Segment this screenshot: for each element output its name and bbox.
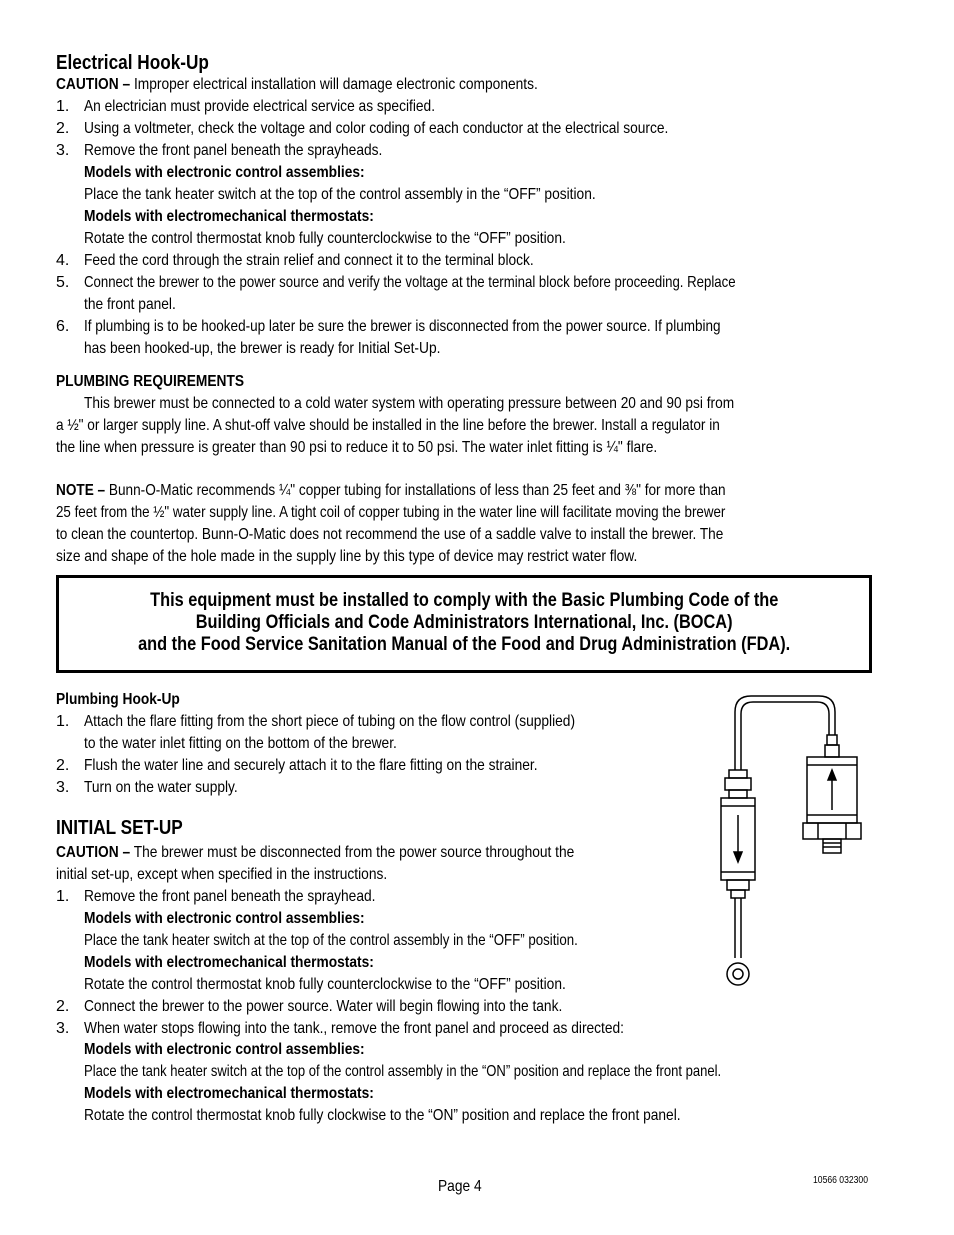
initial-subtext-electromech-2: Rotate the control thermostat knob fully clockwise to the “ON” position and replace the front panel. — [84, 1107, 681, 1124]
initial-setup-heading: INITIAL SET-UP — [56, 817, 183, 839]
electrical-subtext-electromech: Rotate the control thermostat knob fully counterclockwise to the “OFF” position. — [84, 230, 566, 247]
initial-subheading-electronic: Models with electronic control assemblies: — [84, 910, 365, 927]
code-compliance-line-3: and the Food Service Sanitation Manual of the Food and Drug Administration (FDA). — [137, 634, 791, 655]
plumbing-note-line-4: size and shape of the hole made in the supply line by this type of device may restrict water flow. — [56, 548, 638, 565]
initial-subtext-electromech: Rotate the control thermostat knob fully counterclockwise to the “OFF” position. — [84, 976, 566, 993]
electrical-subtext-electronic: Place the tank heater switch at the top of the control assembly in the “OFF” position. — [84, 186, 596, 203]
plumbing-note-line-2: 25 feet from the ½" water supply line. A tight coil of copper tubing in the water line will facilitate moving the brewer — [56, 504, 726, 521]
code-compliance-box — [56, 575, 872, 673]
plumbing-note-line-1: NOTE – Bunn-O-Matic recommends ¼" copper tubing for installations of less than 25 feet and ⅜" for more than — [56, 482, 726, 499]
initial-subheading-electromech-2: Models with electromechanical thermostats: — [84, 1085, 374, 1102]
initial-subheading-electronic-2: Models with electronic control assemblies: — [84, 1041, 365, 1058]
plumbing-note-line-3: to clean the countertop. Bunn-O-Matic does not recommend the use of a saddle valve to install the brewer. The — [56, 526, 724, 543]
code-compliance-line-2: Building Officials and Code Administrators International, Inc. (BOCA) — [195, 612, 733, 633]
initial-subtext-electronic: Place the tank heater switch at the top of the control assembly in the “OFF” position. — [84, 932, 578, 949]
flow-control-diagram — [715, 690, 865, 995]
initial-subtext-electronic-2: Place the tank heater switch at the top of the control assembly in the “ON” position and replace the front panel. — [84, 1063, 722, 1080]
code-compliance-line-1: This equipment must be installed to comply with the Basic Plumbing Code of the — [149, 590, 779, 611]
electrical-item-6-cont: has been hooked-up, the brewer is ready for Initial Set-Up. — [84, 340, 441, 357]
initial-caution-line-2: initial set-up, except when specified in the instructions. — [56, 866, 388, 883]
electrical-subheading-electronic: Models with electronic control assemblies: — [84, 164, 365, 181]
plumbing-hookup-heading: Plumbing Hook-Up — [56, 691, 180, 708]
plumbing-hookup-item-1-cont: to the water inlet fitting on the bottom of the brewer. — [84, 735, 397, 752]
electrical-subheading-electromech: Models with electromechanical thermostats: — [84, 208, 374, 225]
electrical-item-5-cont: the front panel. — [84, 296, 176, 313]
manual-page: Electrical Hook-Up CAUTION – Improper electrical installation will damage electronic components. 1. An electrician must provide electrical service as specified. 2. Using a voltmeter, check the voltage and color coding of each conductor at the electrical source. 3. Remove the front panel beneath the sprayheads. Models with electronic control assemblies: Place the tank heater switch at the top of the control assembly in the “OFF” position. Models with electromechanical thermostats: Rotate the control thermostat knob fully counterclockwise to the “OFF” position. 4. Feed the cord through the strain relief and connect it to the terminal block. 5. Connect the brewer to the power source and verify the voltage at the terminal block before proceeding. Replace the front panel. 6. If plumbing is to be hooked-up later be sure the brewer is disconnected from the power source. If plumbing has been hooked-up, the brewer is ready for Initial Set-Up. PLUMBING REQUIREMENTS This brewer must be connected to a cold water system with operating pressure between 20 and 90 psi from a ½" or larger supply line. A shut-off valve should be installed in the line before the brewer. Install a regulator in the line when pressure is greater than 90 psi to reduce it to 50 psi. The water inlet fitting is ¼" flare. NOTE – Bunn-O-Matic recommends ¼" copper tubing for installations of less than 25 feet and ⅜" for more than 25 feet from the ½" water supply line. A tight coil of copper tubing in the water line will facilitate moving the brewer to clean the countertop. Bunn-O-Matic does not recommend the use of a saddle valve to install the brewer. The size and shape of the hole made in the supply line by this type of device may restrict water flow. This equipment must be installed to comply with the Basic Plumbing Code of the Building Officials and Code Administrators International, Inc. (BOCA) and the Food Service Sanitation Manual of the Food and Drug Administration (FDA). Plumbing Hook-Up 1. Attach the flare fitting from the short piece of tubing on the flow control (supplied) to the water inlet fitting on the bottom of the brewer. 2. Flush the water line and securely attach it to the flare fitting on the strainer. 3. Turn on the water supply. INITIAL SET-UP CAUTION – The brewer must be disconnected from the power source throughout the initial set-up, except when specified in the instructions. 1. Remove the front panel beneath the sprayhead. Models with electronic control assemblies: Place the tank heater switch at the top of the control assembly in the “OFF” position. Models with electromechanical thermostats: Rotate the control thermostat knob fully counterclockwise to the “OFF” position. 2. Connect the brewer to the power source. Water will begin flowing into the tank. 3. When water stops flowing into the tank., remove the front panel and proceed as directed: Models with electronic control assemblies: Place the tank heater switch at the top of the control assembly in the “ON” position and replace the front panel. Models with electromechanical thermostats: Rotate the control thermostat knob fully clockwise to the “ON” position and replace the front panel. Page 4 10566 032300 — [0, 0, 954, 1235]
initial-caution-line-1: CAUTION – The brewer must be disconnected from the power source throughout the — [56, 844, 575, 861]
document-code: 10566 032300 — [813, 1175, 869, 1186]
initial-subheading-electromech: Models with electromechanical thermostats: — [84, 954, 374, 971]
plumbing-requirements-heading: PLUMBING REQUIREMENTS — [56, 373, 245, 390]
plumbing-req-line-3: the line when pressure is greater than 90 psi to reduce it to 50 psi. The water inlet fitting is ¼" flare. — [56, 439, 658, 456]
plumbing-req-line-2: a ½" or larger supply line. A shut-off valve should be installed in the line before the brewer. Install a regulator in — [56, 417, 720, 434]
page-number: Page 4 — [438, 1178, 482, 1195]
electrical-hookup-heading: Electrical Hook-Up — [56, 52, 209, 74]
electrical-caution: CAUTION – Improper electrical installation will damage electronic components. — [56, 76, 538, 93]
plumbing-req-line-1: This brewer must be connected to a cold water system with operating pressure between 20 and 90 psi from — [84, 395, 735, 412]
